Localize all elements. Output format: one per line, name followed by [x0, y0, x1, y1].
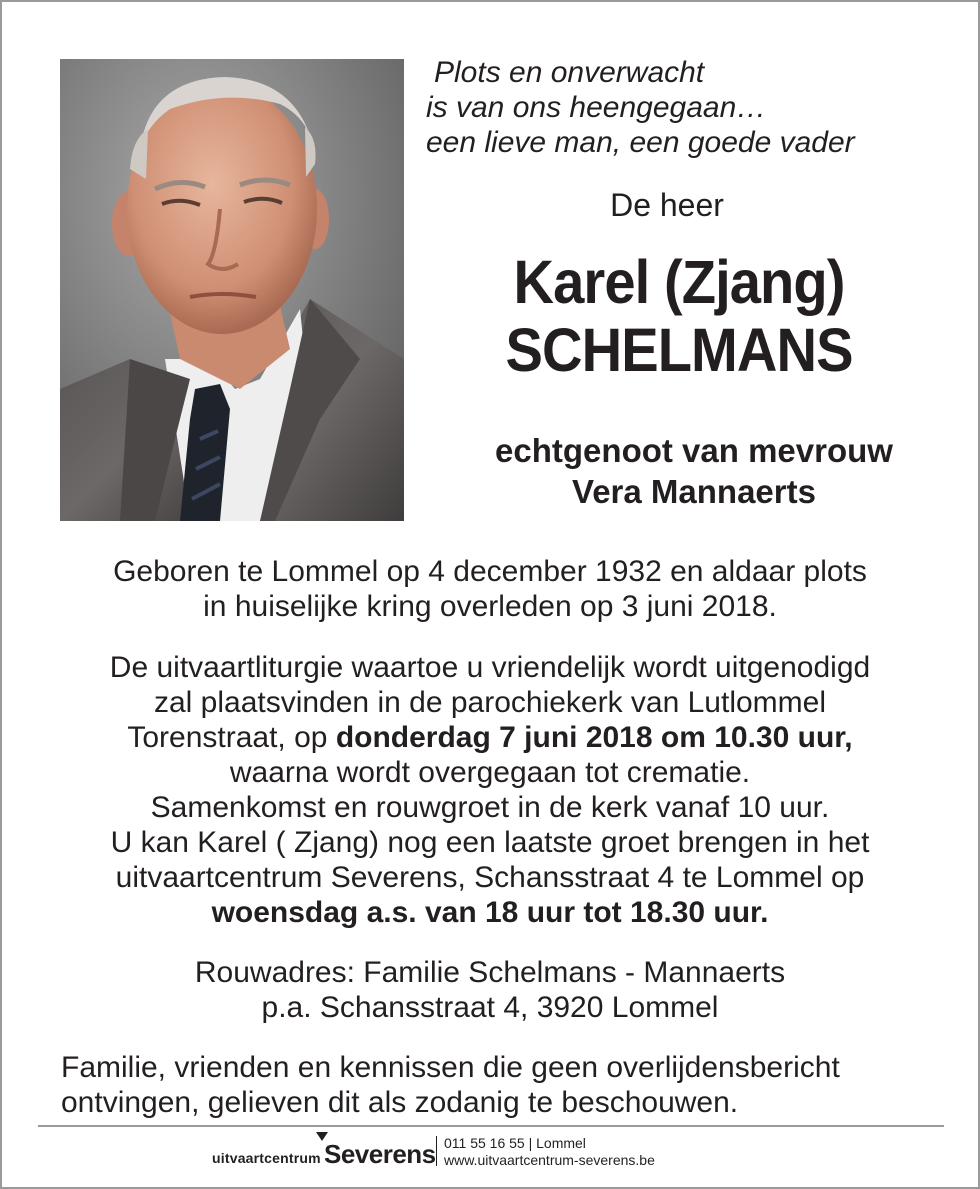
logo-subtitle: uitvaartcentrum — [212, 1150, 321, 1166]
logo-separator — [436, 1136, 437, 1166]
text-line: waarna wordt overgegaan tot crematie. — [229, 756, 751, 789]
text-fragment: Torenstraat, op — [127, 721, 336, 754]
text-line: in huiselijke kring overleden op 3 juni 2018. — [203, 590, 777, 623]
footer-divider — [38, 1125, 944, 1127]
visitation-time-line — [2, 895, 978, 930]
footer — [2, 1130, 978, 1180]
service-date: donderdag 7 juni 2018 om 10.30 uur, — [335, 721, 853, 754]
text-line: Familie, vrienden en kennissen die geen overlijdensbericht — [61, 1051, 840, 1084]
text-line: Geboren te Lommel op 4 december 1932 en aldaar plots — [113, 555, 867, 588]
contact-phone: 011 55 16 55 | Lommel — [444, 1135, 586, 1151]
text-line: U kan Karel ( Zjang) nog een laatste groet brengen in het — [110, 826, 870, 859]
text-line: p.a. Schansstraat 4, 3920 Lommel — [261, 991, 719, 1024]
text-line: De uitvaartliturgie waartoe u vriendelijk wordt uitgenodigd — [109, 651, 871, 684]
mourning-address — [2, 955, 978, 1025]
spouse-line: echtgenoot van mevrouw — [495, 432, 893, 469]
poem-line: is van ons heengegaan… — [426, 91, 767, 124]
spouse-info — [426, 430, 926, 512]
contact-info — [444, 1135, 655, 1169]
text-line: Samenkomst en rouwgroet in de kerk vanaf 10 uur. — [150, 791, 830, 824]
poem — [426, 55, 926, 160]
text-line: ontvingen, gelieven dit als zodanig te beschouwen. — [61, 1086, 739, 1119]
service-date-line — [2, 720, 978, 755]
salutation — [426, 185, 926, 225]
text-line: zal plaatsvinden in de parochiekerk van Lutlommel — [153, 686, 827, 719]
deceased-name — [426, 248, 950, 384]
salutation-text: De heer — [610, 187, 724, 223]
contact-website: www.uitvaartcentrum-severens.be — [444, 1152, 655, 1168]
poem-line: Plots en onverwacht — [434, 56, 705, 89]
closing-notice — [61, 1050, 941, 1120]
spouse-name: Vera Mannaerts — [572, 473, 816, 510]
birth-death-info — [2, 554, 978, 624]
text-line: Rouwadres: Familie Schelmans - Mannaerts — [194, 956, 786, 989]
logo-brand: Severens — [324, 1139, 436, 1169]
poem-line: een lieve man, een goede vader — [426, 126, 855, 159]
visitation-time: woensdag a.s. van 18 uur tot 18.30 uur. — [211, 896, 769, 929]
last-name: SCHELMANS — [505, 316, 853, 384]
funeral-service-info — [2, 650, 978, 930]
text-line: uitvaartcentrum Severens, Schansstraat 4 te Lommel op — [115, 861, 865, 894]
first-name: Karel (Zjang) — [513, 248, 845, 316]
